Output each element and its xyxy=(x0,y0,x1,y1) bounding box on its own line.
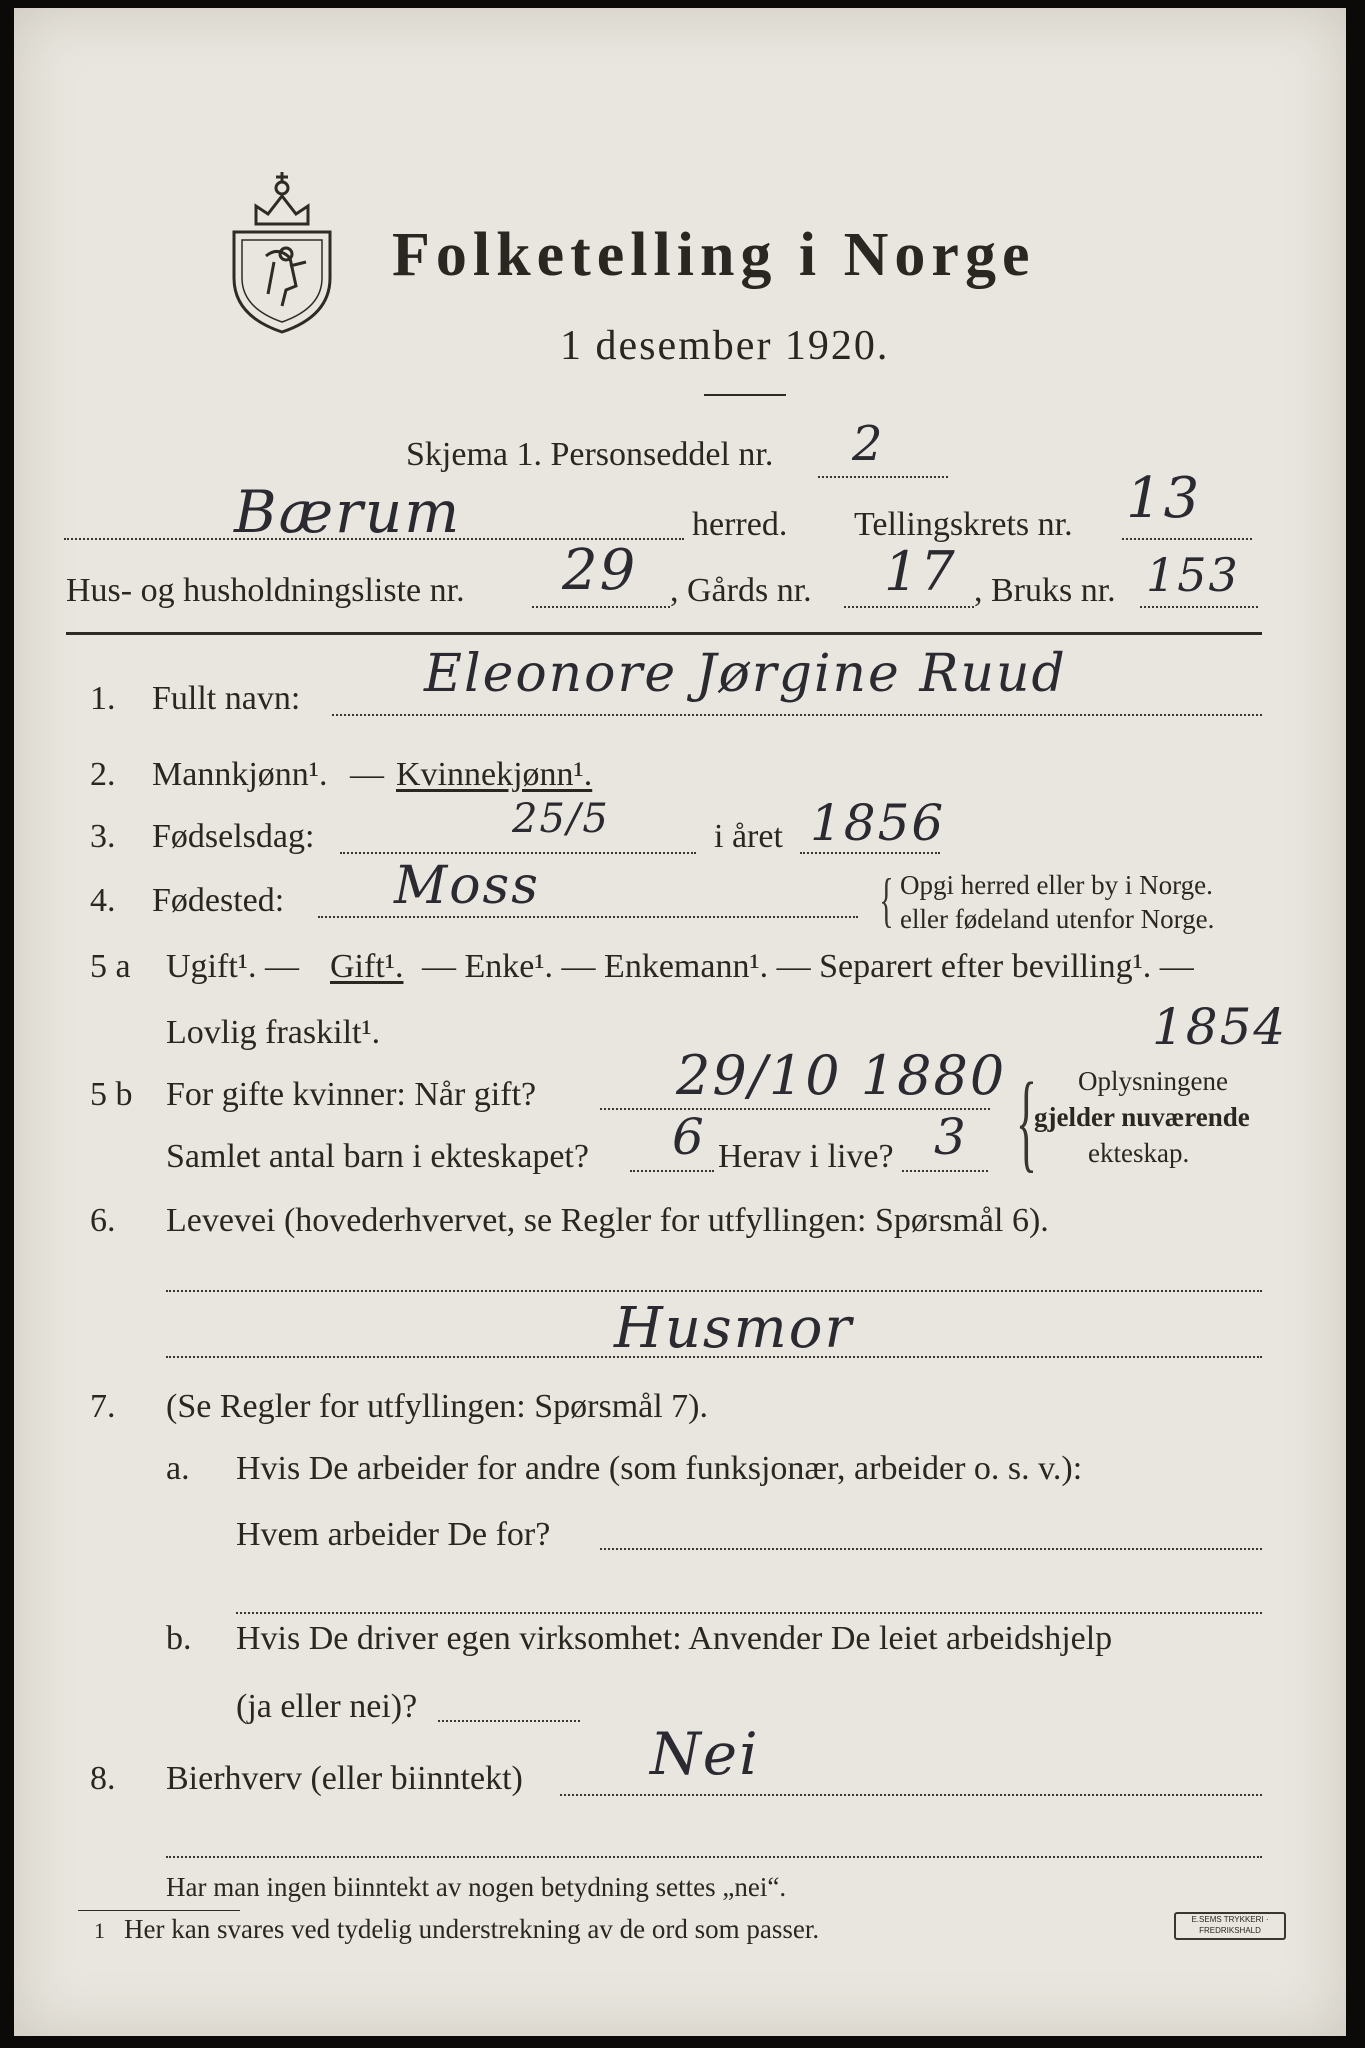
alive-label: Herav i live? xyxy=(718,1138,894,1175)
q6-line1 xyxy=(166,1290,1262,1292)
children-count[interactable]: 6 xyxy=(672,1108,706,1166)
q5b-note-line1: Oplysningene xyxy=(1078,1066,1228,1096)
herred-label: herred. xyxy=(692,506,788,543)
bruks-value[interactable]: 153 xyxy=(1146,548,1240,602)
q5b-number: 5 b xyxy=(90,1076,133,1113)
gards-value[interactable]: 17 xyxy=(884,540,957,603)
header-rule xyxy=(66,632,1262,635)
q4-note-line1: Opgi herred eller by i Norge. xyxy=(900,870,1213,900)
q4-brace: { xyxy=(879,867,894,933)
children-line xyxy=(630,1170,714,1172)
q3-number: 3. xyxy=(90,818,116,855)
q2-dash: — xyxy=(350,756,384,793)
alive-count[interactable]: 3 xyxy=(934,1108,968,1166)
q5b-note-line3: ekteskap. xyxy=(1088,1138,1190,1168)
q5a-other-options[interactable]: — Enke¹. — Enkemann¹. — Separert efter bevilling¹. — xyxy=(422,948,1194,985)
gards-line xyxy=(844,606,974,608)
q4-number: 4. xyxy=(90,882,116,919)
birth-year[interactable]: 1856 xyxy=(810,794,946,852)
hus-value[interactable]: 29 xyxy=(562,538,638,603)
alive-line xyxy=(902,1170,988,1172)
year-line xyxy=(800,852,940,854)
employer-line[interactable] xyxy=(600,1548,1262,1550)
q5b-brace: { xyxy=(1015,1060,1037,1182)
q2-number: 2. xyxy=(90,756,116,793)
q8-line2 xyxy=(166,1856,1262,1858)
q7b-number: b. xyxy=(166,1620,192,1657)
tellingskrets-line xyxy=(1122,538,1252,540)
hired-help-line[interactable] xyxy=(438,1720,580,1722)
gift-option[interactable]: Gift¹. xyxy=(330,948,404,985)
q4-label: Fødested: xyxy=(152,882,285,919)
census-form xyxy=(14,8,1346,2036)
mannkjonn-option[interactable]: Mannkjønn¹. xyxy=(152,756,328,793)
full-name[interactable]: Eleonore Jørgine Ruud xyxy=(424,644,1067,704)
q7a-line2: Hvem arbeider De for? xyxy=(236,1516,551,1553)
occupation[interactable]: Husmor xyxy=(614,1296,854,1361)
footnote-mark: 1 xyxy=(94,1918,105,1943)
footnote-rule xyxy=(78,1910,240,1911)
q3-label: Fødselsdag: xyxy=(152,818,315,855)
q8-label: Bierhverv (eller biinntekt) xyxy=(166,1760,523,1797)
q6-label: Levevei (hovederhvervet, se Regler for utfyllingen: Spørsmål 6). xyxy=(166,1202,1049,1239)
q5b-note-line2: gjelder nuværende xyxy=(1034,1102,1250,1132)
footer-note: Har man ingen biinntekt av nogen betydning settes „nei“. xyxy=(166,1872,787,1902)
birthplace[interactable]: Moss xyxy=(394,856,540,916)
fraskilt-option[interactable]: Lovlig fraskilt¹. xyxy=(166,1014,381,1051)
bruks-label: , Bruks nr. xyxy=(974,572,1116,609)
herred-value[interactable]: Bærum xyxy=(234,478,462,546)
q4-note-line2: eller fødeland utenfor Norge. xyxy=(900,904,1215,934)
q8-line xyxy=(560,1794,1262,1796)
marriage-date-label: For gifte kvinner: Når gift? xyxy=(166,1076,537,1113)
tellingskrets-value[interactable]: 13 xyxy=(1126,466,1202,531)
footnote-text: Her kan svares ved tydelig understrekning av de ord som passer. xyxy=(124,1914,820,1944)
census-date: 1 desember 1920. xyxy=(560,323,890,369)
title-divider xyxy=(704,394,786,396)
q7a-number: a. xyxy=(166,1450,190,1487)
q6-number: 6. xyxy=(90,1202,116,1239)
gards-label: , Gårds nr. xyxy=(670,572,812,609)
skjema-label: Skjema 1. Personseddel nr. xyxy=(406,436,774,473)
kvinnekjonn-option[interactable]: Kvinnekjønn¹. xyxy=(396,756,593,793)
q4-line xyxy=(318,916,858,918)
q7b-line1: Hvis De driver egen virksomhet: Anvender De leiet arbeidshjelp xyxy=(236,1620,1113,1657)
tellingskrets-label: Tellingskrets nr. xyxy=(854,506,1073,543)
bruks-line xyxy=(1140,606,1258,608)
birth-day[interactable]: 25/5 xyxy=(512,796,610,842)
q7a-line1: Hvis De arbeider for andre (som funksjonær, arbeider o. s. v.): xyxy=(236,1450,1083,1487)
marriage-date[interactable]: 29/10 1880 xyxy=(676,1044,1007,1107)
ugift-option[interactable]: Ugift¹. — xyxy=(166,948,299,985)
marriage-date-line xyxy=(600,1108,990,1110)
q8-number: 8. xyxy=(90,1760,116,1797)
skjema-line xyxy=(818,476,948,478)
q5a-annotation: 1854 xyxy=(1152,998,1288,1056)
form-title: Folketelling i Norge xyxy=(392,221,1036,289)
q1-line xyxy=(332,714,1262,716)
q3-line xyxy=(340,852,696,854)
year-label: i året xyxy=(714,818,783,855)
q7-label: (Se Regler for utfyllingen: Spørsmål 7). xyxy=(166,1388,709,1425)
q1-number: 1. xyxy=(90,680,116,717)
q1-label: Fullt navn: xyxy=(152,680,301,717)
q5a-number: 5 a xyxy=(90,948,131,985)
personseddel-nr[interactable]: 2 xyxy=(852,416,885,472)
hus-label: Hus- og husholdningsliste nr. xyxy=(66,572,465,609)
q7b-line2: (ja eller nei)? xyxy=(236,1688,418,1725)
children-label: Samlet antal barn i ekteskapet? xyxy=(166,1138,589,1175)
employer-line2[interactable] xyxy=(236,1612,1262,1614)
q7-number: 7. xyxy=(90,1388,116,1425)
hus-line xyxy=(532,606,670,608)
printer-stamp: E.SEMS TRYKKERI · FREDRIKSHALD xyxy=(1174,1912,1286,1940)
coat-of-arms-icon xyxy=(226,166,338,336)
side-income[interactable]: Nei xyxy=(650,1720,760,1788)
